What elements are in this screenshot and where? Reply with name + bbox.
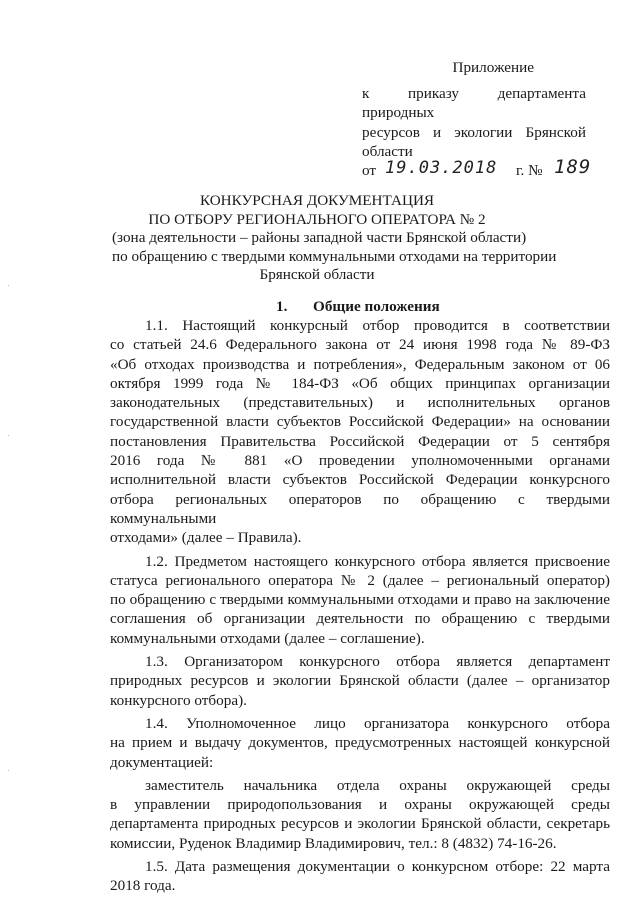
scan-mark <box>8 285 9 286</box>
title-line: КОНКУРСНАЯ ДОКУМЕНТАЦИЯ <box>199 192 435 209</box>
text-line: коммунальными отходами (далее – соглашение). <box>110 629 425 647</box>
text-line: постановления Правительства Российской Федерации от 5 сентября <box>110 432 610 450</box>
appendix-block <box>362 58 592 183</box>
section-title: Общие положения <box>313 298 440 315</box>
text-line: природных ресурсов и экологии Брянской области (далее – организатор <box>110 672 610 690</box>
paragraph-1-2 <box>110 552 610 648</box>
text-line: по обращению с твердыми коммунальными отходами и право на заключение <box>110 591 610 609</box>
text-line: октября 1999 года № 184-ФЗ «Об общих принципах организации <box>110 374 610 392</box>
scan-mark <box>8 770 9 771</box>
text-line: 1.2. Предметом настоящего конкурсного отбора является присвоение <box>145 552 610 570</box>
text-line: 2016 года № 881 «О проведении уполномоченными органами <box>110 452 610 470</box>
text-line: 2018 года. <box>110 877 176 895</box>
text-line: конкурсного отбора). <box>110 691 247 709</box>
number-prefix: г. № <box>516 162 543 180</box>
handwritten-number: 189 <box>554 156 592 179</box>
section-number: 1. <box>276 298 288 315</box>
text-line: 1.1. Настоящий конкурсный отбор проводится в соответствии <box>145 317 610 334</box>
text-line: 1.5. Дата размещения документации о конкурсном отборе: 22 марта <box>145 858 610 876</box>
title-line: по обращению с твердыми коммунальными отходами на территории <box>112 247 557 265</box>
date-prefix: от <box>362 162 377 180</box>
document-title <box>112 192 557 285</box>
appendix-line: к приказу департамента природных <box>362 85 586 122</box>
text-line: законодательных (представительных) и исполнительных органов <box>110 394 610 412</box>
title-line: (зона деятельности – районы западной части Брянской области) <box>112 229 527 247</box>
appendix-line: области <box>362 142 413 160</box>
title-line: ПО ОТБОРУ РЕГИОНАЛЬНОГО ОПЕРАТОРА № 2 <box>148 210 486 228</box>
document-body <box>110 316 610 900</box>
text-line: 1.3. Организатором конкурсного отбора является департамент <box>145 653 610 671</box>
text-line: 1.4. Уполномоченное лицо организатора конкурсного отбора <box>145 714 610 732</box>
scan-mark <box>8 435 9 436</box>
text-line: статуса регионального оператора № 2 (далее – региональный оператор) <box>110 571 610 589</box>
text-line: государственной власти субъектов Российской Федерации» на основании <box>110 413 610 431</box>
appendix-line: ресурсов и экологии Брянской <box>362 123 586 141</box>
handwritten-date: 19.03.2018 <box>385 158 498 179</box>
text-line: отходами» (далее – Правила). <box>110 529 302 547</box>
order-date-line <box>362 156 592 183</box>
paragraph-1-4 <box>110 714 610 772</box>
text-line: заместитель начальника отдела охраны окружающей среды <box>145 776 610 794</box>
text-line: со статьей 24.6 Федерального закона от 24 июня 1998 года № 89-ФЗ <box>110 336 610 354</box>
title-line: Брянской области <box>259 266 375 284</box>
text-line: соглашения об организации деятельности по обращению с твердыми <box>110 610 610 628</box>
text-line: комиссии, Руденок Владимир Владимирович, тел.: 8 (4832) 74-16-26. <box>110 834 557 852</box>
paragraph-1-4-contact <box>110 776 610 853</box>
paragraph-1-1 <box>110 316 610 548</box>
text-line: отбора региональных операторов по обращению с твердыми коммунальными <box>110 490 610 527</box>
text-line: департамента природных ресурсов и экологии Брянской области, секретарь <box>110 815 610 833</box>
text-line: в управлении природопользования и охраны окружающей среды <box>110 796 610 814</box>
text-line: на прием и выдачу документов, предусмотренных настоящей конкурсной <box>110 734 610 752</box>
text-line: «Об отходах производства и потребления», Федеральным законом от 06 <box>110 355 610 373</box>
text-line: документацией: <box>110 753 214 771</box>
text-line: исполнительной власти субъектов Российской Федерации конкурсного <box>110 471 610 489</box>
paragraph-1-3 <box>110 652 610 710</box>
appendix-header: Приложение <box>452 59 534 76</box>
paragraph-1-5 <box>110 857 610 896</box>
